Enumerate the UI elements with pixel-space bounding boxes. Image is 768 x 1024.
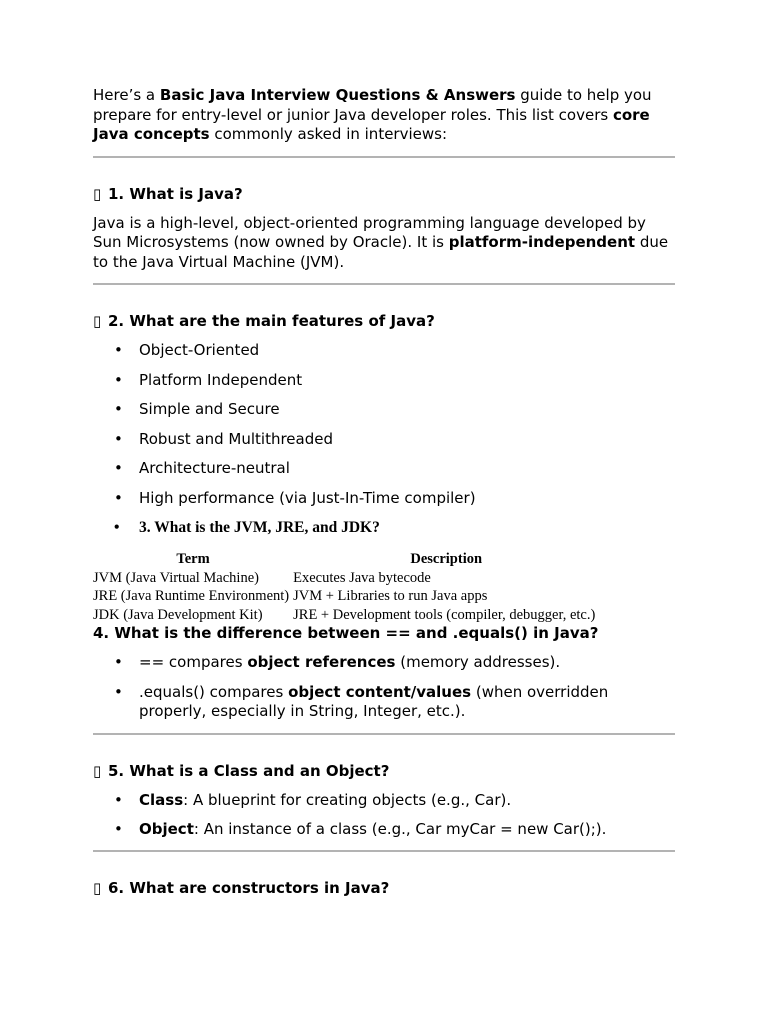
question-3-heading: • 3. What is the JVM, JRE, and JDK? <box>93 518 675 538</box>
list-item: • Simple and Secure <box>93 400 675 420</box>
table-cell-term: JRE (Java Runtime Environment) <box>93 588 290 604</box>
table-header-description: Description <box>410 550 483 567</box>
table-cell-term: JDK (Java Development Kit) <box>93 606 263 623</box>
question-5-heading <box>93 761 675 781</box>
divider <box>93 156 675 158</box>
list-item <box>93 683 675 722</box>
placeholder-box-icon: ▯ <box>93 184 102 203</box>
question-5-title: 5. What is a Class and an Object? <box>108 761 390 780</box>
document-page <box>93 86 675 908</box>
question-6-title: 6. What are constructors in Java? <box>108 878 390 897</box>
question-4-heading: 4. What is the difference between == and .equals() in Java? <box>93 624 599 642</box>
item-bold: object content/values <box>288 682 472 701</box>
table-header-row <box>93 550 599 569</box>
divider <box>93 733 675 735</box>
question-2-title: 2. What are the main features of Java? <box>108 312 435 330</box>
table-row <box>93 569 599 588</box>
list-item: • Object-Oriented <box>93 341 675 361</box>
table-header-term: Term <box>176 550 210 567</box>
placeholder-box-icon: ▯ <box>93 312 102 330</box>
item-bold: Object <box>139 820 194 838</box>
list-item: • Platform Independent <box>93 371 675 391</box>
intro-text-2: guide to help you prepare for entry-level or junior Java developer roles. This list covers <box>93 86 652 124</box>
answer-1-text-1: Java is a high-level, object-oriented programming language developed by Sun Microsystems (now owned by Oracle). It is <box>93 213 646 251</box>
list-item <box>93 791 675 811</box>
list-item <box>93 820 675 840</box>
item-bold: Class <box>139 790 184 809</box>
table-cell-description: Executes Java bytecode <box>293 569 431 586</box>
table-cell-term: JVM (Java Virtual Machine) <box>93 569 259 586</box>
divider <box>93 850 675 852</box>
answer-1-bold: platform-independent <box>448 233 636 251</box>
item-text: == compares <box>139 653 248 671</box>
question-1-heading <box>93 184 675 204</box>
list-item: • Architecture-neutral <box>93 459 675 479</box>
equals-list <box>93 653 675 722</box>
features-list <box>93 341 675 538</box>
question-1-title: 1. What is Java? <box>108 184 243 203</box>
jvm-jre-jdk-table <box>93 550 599 625</box>
intro-text-1: Here’s a <box>93 86 160 104</box>
intro-bold-2: core Java concepts <box>93 105 650 143</box>
table-row <box>93 606 599 625</box>
answer-1-paragraph <box>93 214 675 273</box>
question-6-heading <box>93 878 675 898</box>
list-item: • High performance (via Just-In-Time compiler) <box>93 489 675 509</box>
intro-paragraph <box>93 86 675 145</box>
item-text: : An instance of a class (e.g., Car myCar = new Car();). <box>193 820 607 838</box>
item-text: .equals() compares <box>139 682 289 701</box>
item-bold: object references <box>247 653 396 671</box>
item-text: (when overridden properly, especially in String, Integer, etc.). <box>139 682 609 720</box>
table-cell-description: JRE + Development tools (compiler, debugger, etc.) <box>293 606 596 623</box>
list-item: • Robust and Multithreaded <box>93 430 675 450</box>
table-cell-description: JVM + Libraries to run Java apps <box>293 588 488 604</box>
class-object-list <box>93 791 675 840</box>
item-text: (memory addresses). <box>395 653 561 671</box>
placeholder-box-icon: ▯ <box>93 878 102 897</box>
answer-1-text-2: due to the Java Virtual Machine (JVM). <box>93 233 669 271</box>
intro-bold-1: Basic Java Interview Questions & Answers <box>159 86 516 104</box>
question-2-heading <box>93 311 675 331</box>
item-text: : A blueprint for creating objects (e.g., Car). <box>183 790 512 809</box>
table-row <box>93 587 599 606</box>
list-item <box>93 653 675 673</box>
divider <box>93 283 675 285</box>
intro-text-3: commonly asked in interviews: <box>209 125 448 143</box>
placeholder-box-icon: ▯ <box>93 761 102 780</box>
